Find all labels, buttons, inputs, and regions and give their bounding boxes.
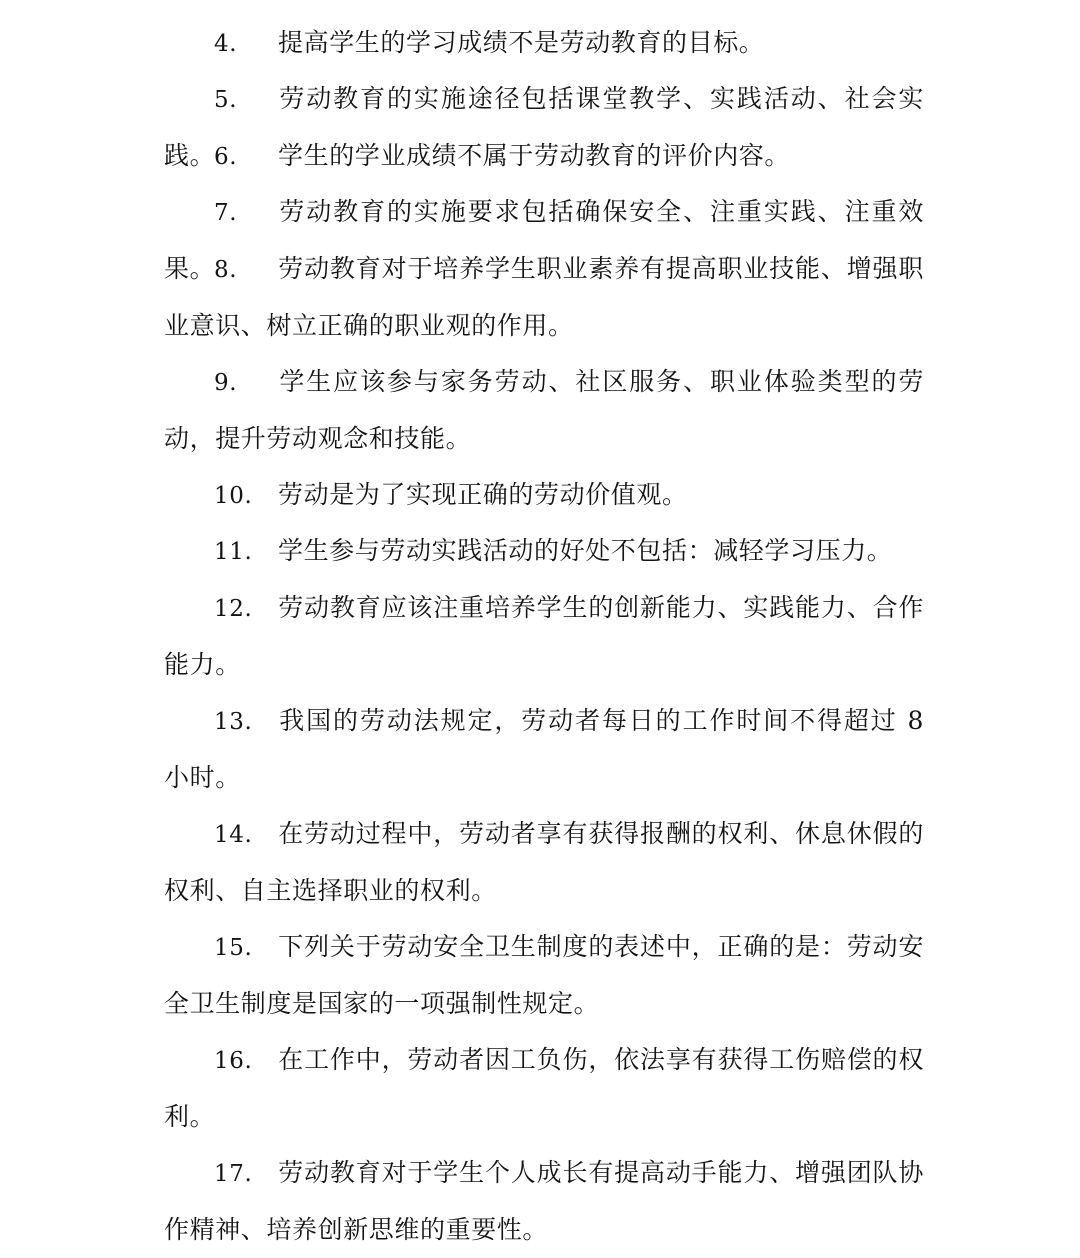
item-number: 7. <box>214 200 238 226</box>
item-text: 提高学生的学习成绩不是劳动教育的目标。 <box>278 28 765 57</box>
list-item <box>164 354 924 467</box>
item-number: 11. <box>214 539 253 565</box>
item-number: 5. <box>214 87 238 113</box>
item-number: 15. <box>214 935 253 961</box>
list-item <box>164 467 924 524</box>
list-item <box>164 1032 924 1145</box>
list-item <box>164 241 924 354</box>
list-item <box>164 1145 924 1258</box>
item-text: 学生应该参与家务劳动、社区服务、职业体验类型的劳动，提升劳动观念和技能。 <box>164 367 924 453</box>
list-item <box>164 580 924 693</box>
item-number: 17. <box>214 1161 253 1187</box>
list-item <box>164 693 924 806</box>
list-item <box>164 15 924 72</box>
item-text: 在劳动过程中，劳动者享有获得报酬的权利、休息休假的权利、自主选择职业的权利。 <box>164 819 924 905</box>
item-number: 6. <box>214 144 238 170</box>
list-item <box>164 806 924 919</box>
item-text: 劳动教育对于培养学生职业素养有提高职业技能、增强职业意识、树立正确的职业观的作用。 <box>164 254 924 340</box>
item-text: 在工作中，劳动者因工负伤，依法享有获得工伤赔偿的权利。 <box>164 1045 924 1131</box>
item-text: 我国的劳动法规定，劳动者每日的工作时间不得超过 8 小时。 <box>164 706 924 792</box>
item-text: 劳动教育应该注重培养学生的创新能力、实践能力、合作能力。 <box>164 593 924 679</box>
item-text: 劳动教育的实施途径包括课堂教学、实践活动、社会实践。 <box>164 84 924 170</box>
item-number: 4. <box>214 31 238 57</box>
item-number: 14. <box>214 822 253 848</box>
item-number: 16. <box>214 1048 253 1074</box>
item-number: 12. <box>214 596 253 622</box>
item-text: 下列关于劳动安全卫生制度的表述中，正确的是：劳动安全卫生制度是国家的一项强制性规定。 <box>164 932 924 1018</box>
item-number: 13. <box>214 709 253 735</box>
list-item <box>164 919 924 1032</box>
item-text: 学生的学业成绩不属于劳动教育的评价内容。 <box>278 141 791 170</box>
list-item <box>164 523 924 580</box>
list-item <box>164 128 924 185</box>
item-text: 劳动教育的实施要求包括确保安全、注重实践、注重效果。 <box>164 197 924 283</box>
item-number: 10. <box>214 483 253 509</box>
item-text: 学生参与劳动实践活动的好处不包括：减轻学习压力。 <box>278 536 893 565</box>
item-text: 劳动是为了实现正确的劳动价值观。 <box>278 480 688 509</box>
item-number: 9. <box>214 370 238 396</box>
item-text: 劳动教育对于学生个人成长有提高动手能力、增强团队协作精神、培养创新思维的重要性。 <box>164 1158 924 1244</box>
item-number: 8. <box>214 257 238 283</box>
